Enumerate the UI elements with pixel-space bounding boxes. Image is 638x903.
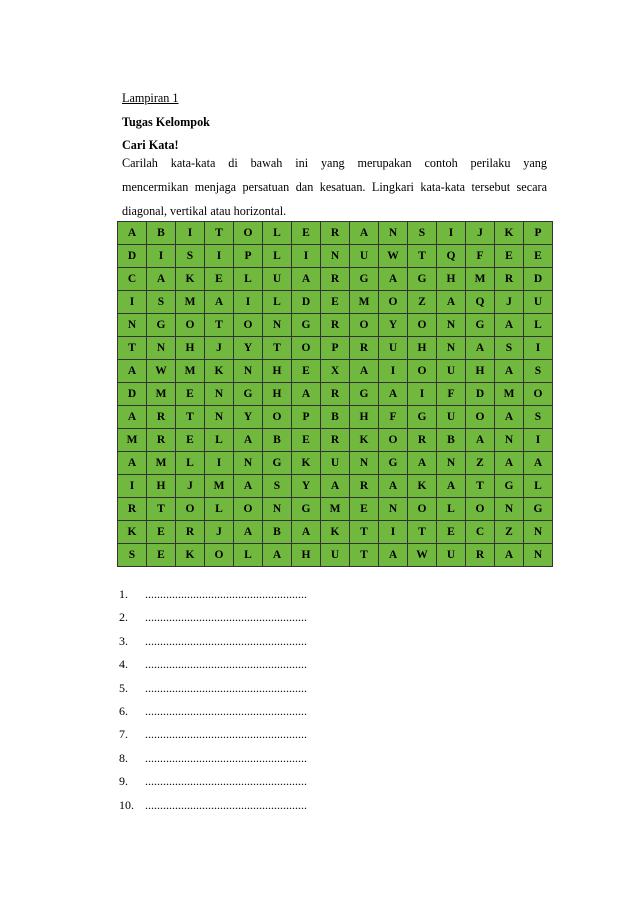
grid-cell: E	[350, 498, 379, 521]
grid-cell: I	[437, 222, 466, 245]
grid-cell: D	[292, 291, 321, 314]
grid-cell: H	[263, 383, 292, 406]
grid-cell: L	[205, 498, 234, 521]
grid-cell: W	[147, 360, 176, 383]
grid-cell: N	[437, 452, 466, 475]
grid-cell: B	[321, 406, 350, 429]
grid-cell: R	[321, 314, 350, 337]
grid-cell: S	[118, 544, 147, 567]
grid-cell: R	[321, 429, 350, 452]
grid-cell: O	[292, 337, 321, 360]
grid-cell: Y	[292, 475, 321, 498]
grid-cell: L	[263, 291, 292, 314]
grid-cell: K	[176, 544, 205, 567]
answer-item	[119, 681, 307, 695]
grid-cell: N	[524, 521, 553, 544]
grid-cell: A	[118, 360, 147, 383]
grid-cell: H	[176, 337, 205, 360]
grid-cell: O	[408, 360, 437, 383]
grid-cell: K	[350, 429, 379, 452]
grid-cell: M	[350, 291, 379, 314]
grid-cell: J	[176, 475, 205, 498]
grid-cell: N	[234, 360, 263, 383]
grid-cell: L	[234, 268, 263, 291]
grid-cell: L	[437, 498, 466, 521]
instruction-line-3: diagonal, vertikal atau horizontal.	[122, 204, 287, 218]
grid-cell: T	[176, 406, 205, 429]
answer-number: 9.	[119, 774, 128, 789]
grid-cell: M	[147, 383, 176, 406]
grid-cell: N	[495, 429, 524, 452]
grid-cell: U	[524, 291, 553, 314]
grid-row	[118, 268, 553, 291]
grid-cell: A	[524, 452, 553, 475]
answer-item	[119, 798, 307, 812]
grid-cell: K	[205, 360, 234, 383]
grid-row	[118, 291, 553, 314]
grid-cell: T	[350, 521, 379, 544]
grid-cell: A	[379, 475, 408, 498]
grid-row	[118, 314, 553, 337]
appendix-label: Lampiran 1	[122, 91, 179, 105]
grid-cell: A	[495, 314, 524, 337]
grid-cell: M	[495, 383, 524, 406]
answer-number: 10.	[119, 797, 134, 812]
grid-cell: N	[379, 222, 408, 245]
grid-cell: Y	[234, 337, 263, 360]
answer-item	[119, 727, 307, 741]
grid-cell: L	[176, 452, 205, 475]
answer-blank[interactable]: ......................................................	[145, 727, 307, 742]
grid-cell: J	[466, 222, 495, 245]
answer-blank[interactable]: ......................................................	[145, 680, 307, 695]
grid-cell: B	[437, 429, 466, 452]
grid-cell: A	[234, 521, 263, 544]
grid-cell: A	[495, 544, 524, 567]
grid-cell: I	[524, 429, 553, 452]
grid-cell: R	[118, 498, 147, 521]
grid-cell: Z	[495, 521, 524, 544]
grid-cell: L	[524, 314, 553, 337]
grid-cell: N	[379, 498, 408, 521]
answer-number: 5.	[119, 680, 128, 695]
grid-cell: M	[147, 452, 176, 475]
grid-cell: Q	[466, 291, 495, 314]
grid-cell: E	[147, 521, 176, 544]
grid-cell: K	[495, 222, 524, 245]
grid-cell: A	[408, 452, 437, 475]
answer-item	[119, 634, 307, 648]
grid-cell: U	[437, 544, 466, 567]
grid-cell: R	[321, 268, 350, 291]
grid-cell: K	[176, 268, 205, 291]
grid-cell: O	[205, 544, 234, 567]
grid-cell: E	[205, 268, 234, 291]
grid-cell: R	[147, 406, 176, 429]
grid-cell: G	[524, 498, 553, 521]
grid-cell: O	[408, 498, 437, 521]
grid-cell: T	[205, 314, 234, 337]
grid-cell: G	[292, 498, 321, 521]
grid-cell: I	[118, 475, 147, 498]
grid-cell: N	[524, 544, 553, 567]
grid-cell: H	[147, 475, 176, 498]
grid-cell: N	[118, 314, 147, 337]
answer-number: 3.	[119, 633, 128, 648]
grid-cell: O	[408, 314, 437, 337]
grid-cell: E	[292, 360, 321, 383]
answer-number: 8.	[119, 750, 128, 765]
grid-cell: T	[350, 544, 379, 567]
answer-blank[interactable]: ......................................................	[145, 797, 307, 812]
grid-cell: N	[437, 337, 466, 360]
grid-cell: R	[350, 475, 379, 498]
grid-cell: E	[176, 383, 205, 406]
grid-cell: S	[147, 291, 176, 314]
grid-cell: H	[408, 337, 437, 360]
grid-cell: B	[147, 222, 176, 245]
grid-row	[118, 544, 553, 567]
answer-blank[interactable]: ......................................................	[145, 633, 307, 648]
grid-cell: F	[466, 245, 495, 268]
grid-cell: Q	[437, 245, 466, 268]
grid-cell: U	[437, 406, 466, 429]
grid-cell: L	[205, 429, 234, 452]
grid-cell: K	[321, 521, 350, 544]
grid-row	[118, 245, 553, 268]
grid-cell: A	[292, 268, 321, 291]
grid-cell: G	[263, 452, 292, 475]
grid-cell: C	[118, 268, 147, 291]
grid-cell: E	[292, 429, 321, 452]
grid-cell: P	[292, 406, 321, 429]
grid-cell: T	[147, 498, 176, 521]
grid-cell: A	[147, 268, 176, 291]
grid-cell: G	[495, 475, 524, 498]
grid-cell: W	[379, 245, 408, 268]
grid-cell: A	[495, 452, 524, 475]
grid-cell: D	[118, 245, 147, 268]
grid-cell: T	[408, 521, 437, 544]
grid-cell: N	[234, 452, 263, 475]
grid-cell: N	[263, 498, 292, 521]
grid-cell: G	[408, 406, 437, 429]
grid-cell: U	[321, 452, 350, 475]
grid-cell: I	[205, 245, 234, 268]
grid-cell: N	[350, 452, 379, 475]
puzzle-title: Cari Kata!	[122, 138, 179, 152]
grid-cell: F	[379, 406, 408, 429]
grid-cell: N	[321, 245, 350, 268]
answer-blank[interactable]: ......................................................	[145, 704, 307, 718]
grid-cell: G	[147, 314, 176, 337]
grid-cell: G	[234, 383, 263, 406]
grid-cell: E	[437, 521, 466, 544]
grid-cell: A	[466, 337, 495, 360]
grid-cell: I	[234, 291, 263, 314]
grid-cell: A	[234, 429, 263, 452]
instruction-line-2: mencermikan menjaga persatuan dan kesatuan. Lingkari kata-kata tersebut secara	[122, 180, 547, 194]
grid-cell: J	[205, 337, 234, 360]
grid-cell: R	[176, 521, 205, 544]
grid-cell: H	[466, 360, 495, 383]
grid-cell: S	[495, 337, 524, 360]
grid-cell: G	[350, 268, 379, 291]
grid-cell: J	[495, 291, 524, 314]
grid-cell: K	[118, 521, 147, 544]
grid-cell: E	[524, 245, 553, 268]
grid-cell: I	[147, 245, 176, 268]
grid-cell: P	[321, 337, 350, 360]
grid-cell: R	[321, 383, 350, 406]
answer-blank[interactable]: ......................................................	[145, 610, 307, 625]
grid-cell: O	[524, 383, 553, 406]
grid-row	[118, 360, 553, 383]
grid-cell: U	[437, 360, 466, 383]
grid-row	[118, 498, 553, 521]
grid-cell: I	[205, 452, 234, 475]
grid-cell: W	[408, 544, 437, 567]
grid-cell: A	[350, 222, 379, 245]
grid-cell: M	[176, 291, 205, 314]
grid-cell: E	[321, 291, 350, 314]
grid-cell: G	[408, 268, 437, 291]
grid-cell: I	[118, 291, 147, 314]
grid-cell: A	[437, 475, 466, 498]
grid-cell: A	[292, 521, 321, 544]
grid-row	[118, 222, 553, 245]
grid-cell: O	[176, 314, 205, 337]
grid-cell: R	[350, 337, 379, 360]
grid-cell: U	[321, 544, 350, 567]
grid-cell: A	[263, 544, 292, 567]
grid-cell: R	[408, 429, 437, 452]
answer-number: 4.	[119, 657, 128, 672]
grid-cell: O	[234, 314, 263, 337]
grid-cell: D	[118, 383, 147, 406]
grid-cell: M	[118, 429, 147, 452]
grid-cell: S	[263, 475, 292, 498]
grid-cell: T	[205, 222, 234, 245]
answer-number: 2.	[119, 610, 128, 625]
grid-cell: I	[524, 337, 553, 360]
answer-item	[119, 751, 307, 765]
grid-row	[118, 475, 553, 498]
grid-cell: J	[205, 521, 234, 544]
grid-row	[118, 521, 553, 544]
answer-item	[119, 610, 307, 624]
grid-cell: I	[176, 222, 205, 245]
grid-cell: F	[437, 383, 466, 406]
grid-cell: T	[263, 337, 292, 360]
answer-number: 6.	[119, 704, 128, 718]
grid-cell: E	[495, 245, 524, 268]
grid-row	[118, 429, 553, 452]
grid-cell: A	[466, 429, 495, 452]
grid-cell: D	[466, 383, 495, 406]
grid-row	[118, 383, 553, 406]
answer-number: 1.	[119, 587, 128, 601]
grid-cell: C	[466, 521, 495, 544]
grid-cell: H	[350, 406, 379, 429]
answer-blank[interactable]: ......................................................	[145, 750, 307, 765]
grid-cell: M	[205, 475, 234, 498]
grid-cell: L	[524, 475, 553, 498]
grid-cell: U	[263, 268, 292, 291]
grid-cell: S	[408, 222, 437, 245]
grid-row	[118, 452, 553, 475]
grid-cell: I	[408, 383, 437, 406]
grid-cell: E	[147, 544, 176, 567]
grid-cell: Z	[466, 452, 495, 475]
grid-cell: H	[292, 544, 321, 567]
grid-cell: I	[379, 521, 408, 544]
grid-cell: N	[205, 406, 234, 429]
grid-cell: A	[118, 222, 147, 245]
grid-cell: A	[379, 268, 408, 291]
grid-cell: A	[379, 544, 408, 567]
grid-cell: E	[292, 222, 321, 245]
grid-cell: S	[524, 406, 553, 429]
grid-cell: A	[350, 360, 379, 383]
grid-cell: S	[176, 245, 205, 268]
grid-cell: A	[118, 406, 147, 429]
answer-blank[interactable]: ......................................................	[145, 774, 307, 789]
grid-cell: A	[234, 475, 263, 498]
grid-cell: M	[321, 498, 350, 521]
grid-cell: O	[234, 498, 263, 521]
grid-cell: K	[292, 452, 321, 475]
grid-cell: O	[234, 222, 263, 245]
grid-cell: O	[379, 429, 408, 452]
grid-cell: E	[176, 429, 205, 452]
grid-cell: K	[408, 475, 437, 498]
grid-cell: T	[408, 245, 437, 268]
grid-cell: R	[147, 429, 176, 452]
grid-cell: R	[466, 544, 495, 567]
grid-cell: A	[321, 475, 350, 498]
grid-cell: M	[176, 360, 205, 383]
grid-cell: A	[437, 291, 466, 314]
word-search-grid	[117, 221, 553, 567]
grid-cell: N	[495, 498, 524, 521]
grid-cell: A	[292, 383, 321, 406]
grid-cell: N	[263, 314, 292, 337]
answer-item	[119, 774, 307, 788]
grid-cell: O	[379, 291, 408, 314]
grid-cell: R	[495, 268, 524, 291]
task-title: Tugas Kelompok	[122, 115, 210, 129]
grid-cell: A	[495, 360, 524, 383]
grid-cell: D	[524, 268, 553, 291]
grid-cell: U	[379, 337, 408, 360]
grid-cell: R	[321, 222, 350, 245]
grid-row	[118, 406, 553, 429]
grid-cell: A	[205, 291, 234, 314]
answer-blank[interactable]: ......................................................	[145, 657, 307, 672]
grid-cell: G	[466, 314, 495, 337]
grid-cell: X	[321, 360, 350, 383]
grid-cell: O	[466, 406, 495, 429]
grid-cell: P	[234, 245, 263, 268]
answer-item	[119, 657, 307, 671]
grid-cell: S	[524, 360, 553, 383]
grid-cell: P	[524, 222, 553, 245]
grid-cell: A	[118, 452, 147, 475]
answer-item	[119, 587, 307, 601]
grid-cell: G	[292, 314, 321, 337]
grid-cell: N	[205, 383, 234, 406]
grid-cell: G	[350, 383, 379, 406]
answer-blank[interactable]: ......................................................	[145, 587, 307, 601]
grid-cell: Y	[379, 314, 408, 337]
grid-cell: L	[263, 245, 292, 268]
grid-cell: Z	[408, 291, 437, 314]
grid-cell: T	[118, 337, 147, 360]
grid-cell: L	[234, 544, 263, 567]
grid-cell: I	[379, 360, 408, 383]
grid-cell: U	[350, 245, 379, 268]
grid-cell: O	[176, 498, 205, 521]
grid-cell: O	[350, 314, 379, 337]
grid-cell: A	[495, 406, 524, 429]
grid-cell: O	[466, 498, 495, 521]
grid-row	[118, 337, 553, 360]
grid-cell: I	[292, 245, 321, 268]
grid-cell: B	[263, 521, 292, 544]
grid-cell: H	[437, 268, 466, 291]
grid-cell: B	[263, 429, 292, 452]
grid-cell: M	[466, 268, 495, 291]
grid-cell: O	[263, 406, 292, 429]
grid-cell: Y	[234, 406, 263, 429]
grid-cell: G	[379, 452, 408, 475]
grid-cell: N	[437, 314, 466, 337]
grid-cell: N	[147, 337, 176, 360]
grid-cell: A	[379, 383, 408, 406]
answer-number: 7.	[119, 727, 128, 742]
grid-cell: L	[263, 222, 292, 245]
grid-cell: T	[466, 475, 495, 498]
grid-cell: H	[263, 360, 292, 383]
instruction-line-1: Carilah kata-kata di bawah ini yang merupakan contoh perilaku yang	[122, 156, 547, 170]
answer-item	[119, 704, 307, 718]
